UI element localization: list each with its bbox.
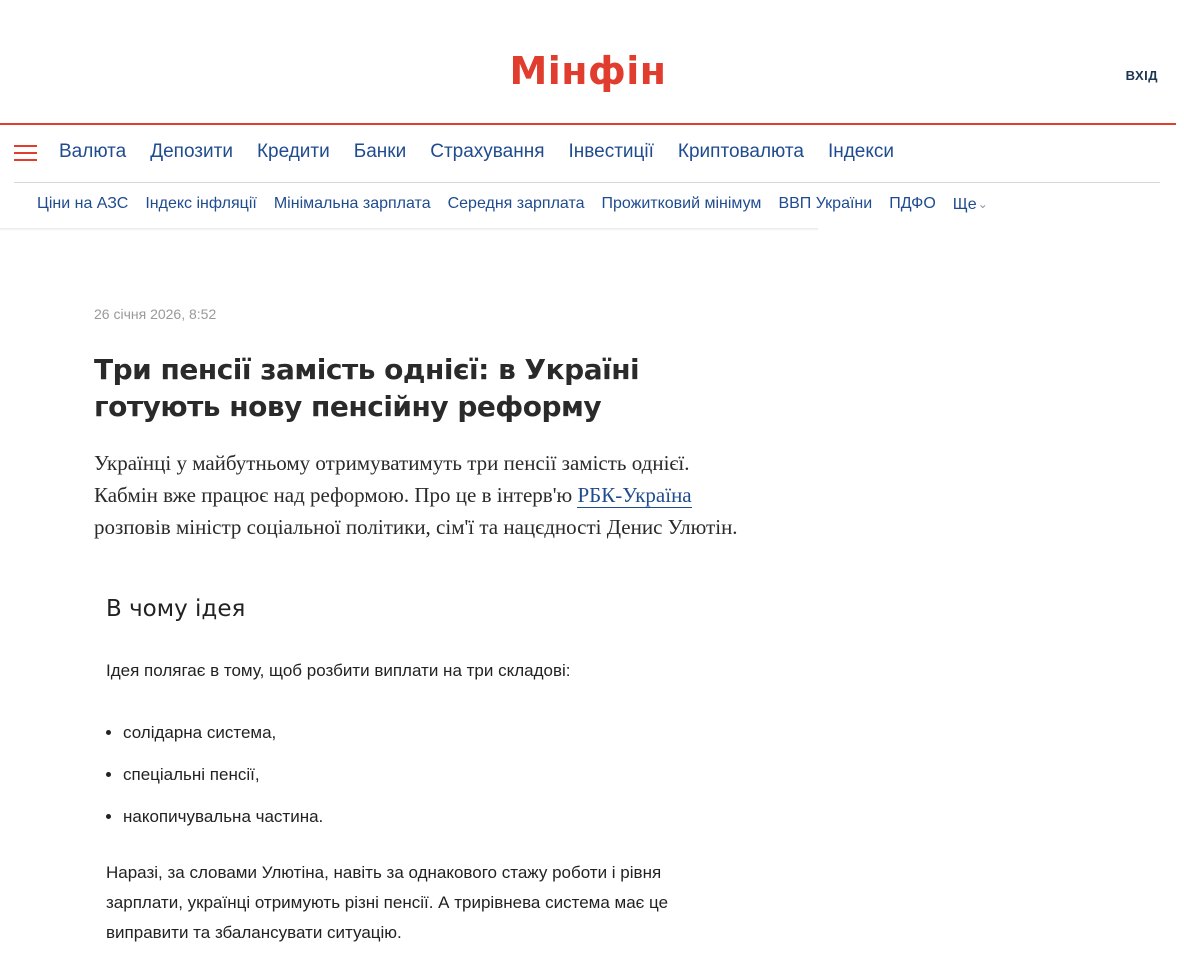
sub-nav-item-fuel-prices[interactable]: Ціни на АЗС xyxy=(37,195,129,212)
list-item: • накопичувальна частина. xyxy=(123,802,323,832)
list-item: • спеціальні пенсії, xyxy=(123,760,323,790)
main-nav-item-insurance[interactable]: Страхування xyxy=(430,141,545,162)
more-label: Ще xyxy=(952,196,977,213)
sub-nav xyxy=(37,193,1137,219)
sub-nav-item-subsistence-minimum[interactable]: Прожитковий мінімум xyxy=(601,195,762,212)
chevron-down-icon: ⌄ xyxy=(977,197,988,211)
main-nav-item-indices[interactable]: Індекси xyxy=(827,141,895,162)
site-logo[interactable]: Мінфін xyxy=(509,49,667,93)
main-nav-item-banks[interactable]: Банки xyxy=(353,141,407,162)
sub-nav-item-minimum-wage[interactable]: Мінімальна зарплата xyxy=(273,195,431,212)
main-nav-item-crypto[interactable]: Криптовалюта xyxy=(677,141,804,162)
article-title: Три пенсії замість однієї: в Україні готують нову пенсійну реформу xyxy=(94,353,640,423)
login-link[interactable]: ВХІД xyxy=(1125,68,1158,83)
paragraph-intro: Ідея полягає в тому, щоб розбити виплати на три складові: xyxy=(106,661,571,680)
list-item: • солідарна система, xyxy=(123,718,323,748)
site-header xyxy=(0,0,1176,123)
main-nav-item-currency[interactable]: Валюта xyxy=(59,141,127,162)
lead-text-end: розповів міністр соціальної політики, сім'ї та нацєдності Денис Улютін. xyxy=(94,515,738,539)
header-divider xyxy=(0,123,1176,125)
hamburger-menu-icon[interactable] xyxy=(14,145,37,161)
section-heading: В чому ідея xyxy=(106,596,246,622)
main-nav-item-investments[interactable]: Інвестиції xyxy=(568,141,654,162)
sub-nav-more-button[interactable] xyxy=(953,193,988,216)
article-lead xyxy=(94,447,754,543)
nav-shadow xyxy=(0,228,818,231)
main-nav-item-credits[interactable]: Кредити xyxy=(256,141,330,162)
lead-text-start: Українці у майбутньому отримуватимуть три пенсії замість однієї. Кабмін вже працює над реформою. Про це в інтерв'ю xyxy=(94,451,690,507)
sub-nav-item-gdp[interactable]: ВВП України xyxy=(778,195,873,212)
main-nav-item-deposits[interactable]: Депозити xyxy=(150,141,233,162)
sub-nav-item-inflation-index[interactable]: Індекс інфляції xyxy=(145,195,257,212)
sub-nav-item-pdfo[interactable]: ПДФО xyxy=(889,195,936,212)
paragraph-explanation: Наразі, за словами Улютіна, навіть за однакового стажу роботи і рівня зарплати, українці отримують різні пенсії. А трирівнева система має це виправити та збалансувати ситуацію. xyxy=(106,863,669,942)
pension-components-list xyxy=(106,718,323,844)
sub-nav-item-average-wage[interactable]: Середня зарплата xyxy=(447,195,585,212)
article-date: 26 січня 2026, 8:52 xyxy=(94,306,217,322)
rbc-ukraine-link[interactable]: РБК-Україна xyxy=(577,483,692,507)
main-nav xyxy=(14,126,1160,183)
